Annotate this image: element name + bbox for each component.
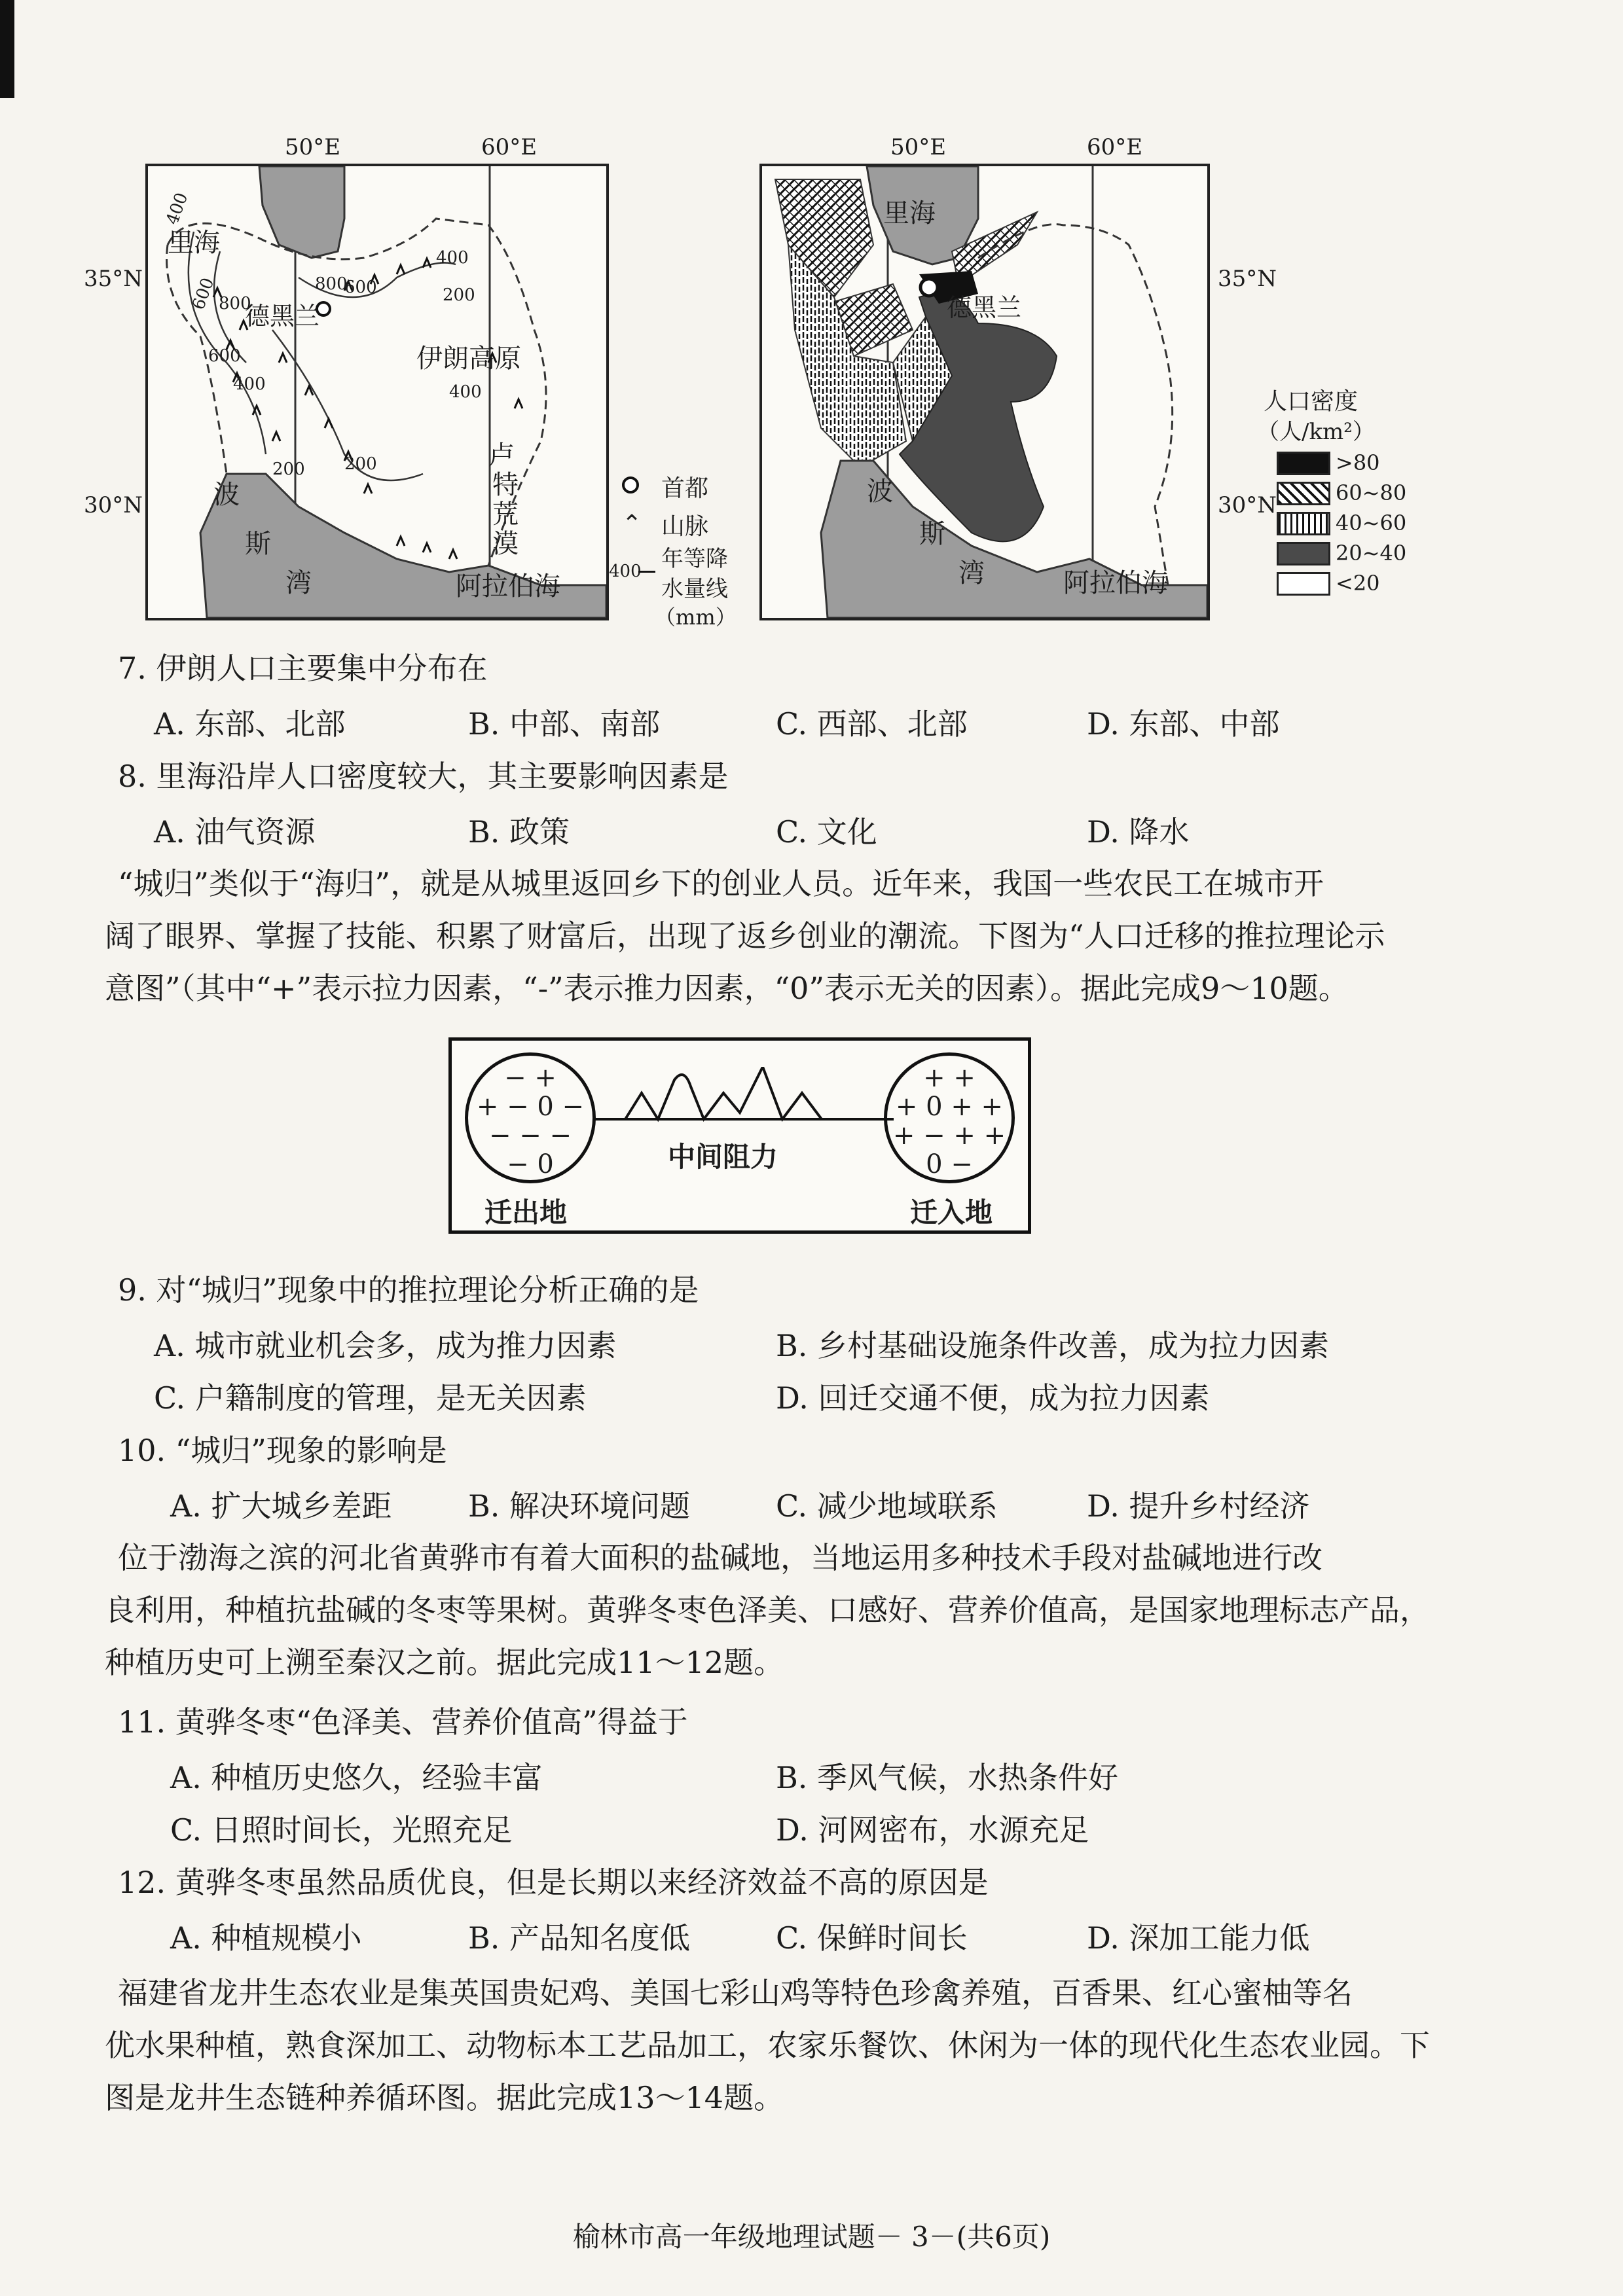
left-map-arabian-label: 阿拉伯海 xyxy=(456,571,560,601)
q11-option-c[interactable]: C. 日照时间长，光照充足 xyxy=(170,1812,513,1848)
q12-option-a[interactable]: A. 种植规模小 xyxy=(170,1920,362,1956)
page-edge-shadow xyxy=(0,0,14,98)
isohyet-label: 800 xyxy=(219,294,251,314)
capital-legend-icon xyxy=(622,476,639,493)
right-map-gulf-label-2: 斯 xyxy=(919,519,945,549)
isohyet-label: 600 xyxy=(189,275,219,313)
density-label-40-60: 40~60 xyxy=(1336,511,1407,535)
density-swatch-under-20 xyxy=(1277,572,1330,596)
q8-option-a[interactable]: A. 油气资源 xyxy=(154,814,316,850)
mountain-legend-label: 山脉 xyxy=(661,513,709,540)
isohyet-label: 400 xyxy=(436,248,469,268)
left-map-gulf-label-2: 斯 xyxy=(245,529,271,559)
passage-line: 阔了眼界、掌握了技能、积累了财富后，出现了返乡创业的潮流。下图为“人口迁移的推拉理论示 xyxy=(105,918,1385,954)
origin-factors-line: + − 0 − xyxy=(476,1092,585,1122)
passage-line: 福建省龙井生态农业是集英国贵妃鸡、美国七彩山鸡等特色珍禽养殖，百香果、红心蜜柚等名 xyxy=(118,1975,1353,2011)
destination-factors-line: + + xyxy=(923,1063,976,1093)
left-map-caspian-label: 里海 xyxy=(168,228,220,258)
push-pull-diagram xyxy=(448,1037,1031,1234)
q10-option-b[interactable]: B. 解决环境问题 xyxy=(468,1488,691,1524)
destination-circle xyxy=(884,1052,1015,1183)
origin-factors-line: − + xyxy=(504,1063,556,1093)
question-12-stem: 12. 黄骅冬枣虽然品质优良，但是长期以来经济效益不高的原因是 xyxy=(118,1865,989,1900)
q7-option-d[interactable]: D. 东部、中部 xyxy=(1087,706,1280,742)
density-label-60-80: 60~80 xyxy=(1336,480,1407,505)
page-footer: 榆林市高一年级地理试题－ 3－(共6页) xyxy=(572,2221,1051,2253)
passage-line: 良利用，种植抗盐碱的冬枣等果树。黄骅冬枣色泽美、口感好、营养价值高，是国家地理标志产品， xyxy=(105,1592,1430,1628)
right-map-gulf-label-1: 波 xyxy=(867,476,893,507)
mountain-legend-icon: ⌃ xyxy=(622,511,642,537)
left-map-gulf-label-1: 波 xyxy=(213,480,240,510)
density-swatch-60-80 xyxy=(1277,482,1330,505)
destination-factors-line: 0 − xyxy=(926,1149,973,1179)
passage-line: 意图”（其中“+”表示拉力因素，“-”表示推力因素，“0”表示无关的因素）。据此完成9～10题。 xyxy=(105,971,1349,1006)
isohyet-label: 400 xyxy=(233,374,266,394)
density-label-under-20: <20 xyxy=(1336,571,1380,596)
destination-factors-line: + 0 + + xyxy=(895,1092,1004,1122)
density-swatch-20-40 xyxy=(1277,542,1330,565)
passage-line: 优水果种植，熟食深加工、动物标本工艺品加工，农家乐餐饮、休闲为一体的现代化生态农业园。下 xyxy=(105,2028,1430,2063)
origin-circle xyxy=(465,1052,596,1183)
density-label-20-40: 20~40 xyxy=(1336,541,1407,565)
iran-population-density-map xyxy=(759,164,1210,620)
question-8-stem: 8. 里海沿岸人口密度较大，其主要影响因素是 xyxy=(118,759,729,794)
passage-line: 图是龙井生态链种养循环图。据此完成13～14题。 xyxy=(105,2080,784,2115)
q10-option-a[interactable]: A. 扩大城乡差距 xyxy=(170,1488,392,1524)
question-11-stem: 11. 黄骅冬枣“色泽美、营养价值高”得益于 xyxy=(118,1704,688,1740)
q7-option-a[interactable]: A. 东部、北部 xyxy=(154,706,346,742)
left-map-plateau-label: 伊朗高原 xyxy=(416,344,521,374)
q9-option-b[interactable]: B. 乡村基础设施条件改善，成为拉力因素 xyxy=(776,1328,1330,1363)
right-map-lat-35: 35°N xyxy=(1218,266,1277,292)
right-map-tehran-label: 德黑兰 xyxy=(947,293,1022,322)
left-map-gulf-label-3: 湾 xyxy=(285,568,312,598)
q8-option-b[interactable]: B. 政策 xyxy=(468,814,570,850)
capital-legend-label: 首都 xyxy=(661,475,709,502)
origin-label: 迁出地 xyxy=(484,1196,568,1229)
destination-label: 迁入地 xyxy=(910,1196,993,1229)
isohyet-label: 200 xyxy=(443,285,475,305)
question-10-stem: 10. “城归”现象的影响是 xyxy=(118,1433,447,1468)
isohyet-label: 800 xyxy=(315,274,348,294)
q8-option-d[interactable]: D. 降水 xyxy=(1087,814,1190,850)
density-swatch-40-60 xyxy=(1277,512,1330,535)
destination-factors-line: + − + + xyxy=(892,1121,1006,1151)
right-map-arabian-label: 阿拉伯海 xyxy=(1063,568,1168,598)
passage-line: “城归”类似于“海归”，就是从城里返回乡下的创业人员。近年来，我国一些农民工在城市开 xyxy=(118,866,1324,901)
right-map-gulf-label-3: 湾 xyxy=(958,558,985,588)
isohyet-legend-label-1: 年等降 xyxy=(661,546,728,572)
isohyet-legend-value: 400 xyxy=(609,562,642,581)
passage-line: 种植历史可上溯至秦汉之前。据此完成11～12题。 xyxy=(105,1645,784,1680)
isohyet-label: 200 xyxy=(272,459,305,479)
density-legend-title: 人口密度 xyxy=(1264,388,1359,415)
left-map-desert-label-4: 漠 xyxy=(492,529,519,559)
q9-option-c[interactable]: C. 户籍制度的管理，是无关因素 xyxy=(154,1380,587,1416)
density-legend-unit: （人/km²） xyxy=(1257,419,1375,445)
q9-option-d[interactable]: D. 回迁交通不便，成为拉力因素 xyxy=(776,1380,1210,1416)
q11-option-b[interactable]: B. 季风气候，水热条件好 xyxy=(776,1760,1119,1795)
right-map-lon-50: 50°E xyxy=(890,134,947,160)
origin-factors-line: − 0 xyxy=(507,1149,554,1179)
q11-option-d[interactable]: D. 河网密布，水源充足 xyxy=(776,1812,1089,1848)
left-map-lon-60: 60°E xyxy=(481,134,538,160)
passage-longjing-farm xyxy=(105,1967,1440,2124)
question-9-stem: 9. 对“城归”现象中的推拉理论分析正确的是 xyxy=(118,1272,699,1308)
left-map-lon-50: 50°E xyxy=(285,134,341,160)
passage-line: 位于渤海之滨的河北省黄骅市有着大面积的盐碱地，当地运用多种技术手段对盐碱地进行改 xyxy=(118,1540,1322,1575)
q10-option-c[interactable]: C. 减少地域联系 xyxy=(776,1488,998,1524)
left-map-desert-label-3: 荒 xyxy=(492,499,519,529)
isohyet-legend-label-3: （mm） xyxy=(655,605,737,630)
isohyet-label: 400 xyxy=(162,190,192,228)
left-map-desert-label-1: 卢 xyxy=(488,440,515,471)
origin-factors-line: − − − xyxy=(489,1121,572,1151)
density-swatch-over-80 xyxy=(1277,452,1330,475)
question-7-stem: 7. 伊朗人口主要集中分布在 xyxy=(118,651,488,686)
q7-option-c[interactable]: C. 西部、北部 xyxy=(776,706,968,742)
q7-option-b[interactable]: B. 中部、南部 xyxy=(468,706,661,742)
isohyet-legend-label-2: 水量线 xyxy=(661,576,728,602)
passage-huanghua-dates xyxy=(105,1532,1440,1689)
q8-option-c[interactable]: C. 文化 xyxy=(776,814,877,850)
q11-option-a[interactable]: A. 种植历史悠久，经验丰富 xyxy=(170,1760,543,1795)
q12-option-c[interactable]: C. 保鲜时间长 xyxy=(776,1920,968,1956)
right-map-lat-30: 30°N xyxy=(1218,492,1277,518)
middle-obstacles-label: 中间阻力 xyxy=(668,1141,778,1173)
right-map-caspian-label: 里海 xyxy=(883,198,936,228)
left-map-desert-label-2: 特 xyxy=(492,470,519,500)
isohyet-label: 400 xyxy=(449,382,482,402)
isohyet-label: 600 xyxy=(344,278,377,297)
iran-terrain-map xyxy=(145,164,609,620)
left-map-lat-30: 30°N xyxy=(84,492,143,518)
density-label-over-80: >80 xyxy=(1336,450,1380,475)
right-map-lon-60: 60°E xyxy=(1087,134,1143,160)
iran-density-map-graphic xyxy=(762,166,1207,618)
passage-city-return xyxy=(105,857,1440,1014)
q10-option-d[interactable]: D. 提升乡村经济 xyxy=(1087,1488,1310,1524)
isohyet-legend-line xyxy=(638,571,655,573)
isohyet-label: 200 xyxy=(344,454,377,474)
left-map-lat-35: 35°N xyxy=(84,266,143,292)
q9-option-a[interactable]: A. 城市就业机会多，成为推力因素 xyxy=(154,1328,617,1363)
isohyet-label: 600 xyxy=(208,346,241,366)
left-map-tehran-label: 德黑兰 xyxy=(245,302,320,331)
q12-option-b[interactable]: B. 产品知名度低 xyxy=(468,1920,691,1956)
q12-option-d[interactable]: D. 深加工能力低 xyxy=(1087,1920,1310,1956)
